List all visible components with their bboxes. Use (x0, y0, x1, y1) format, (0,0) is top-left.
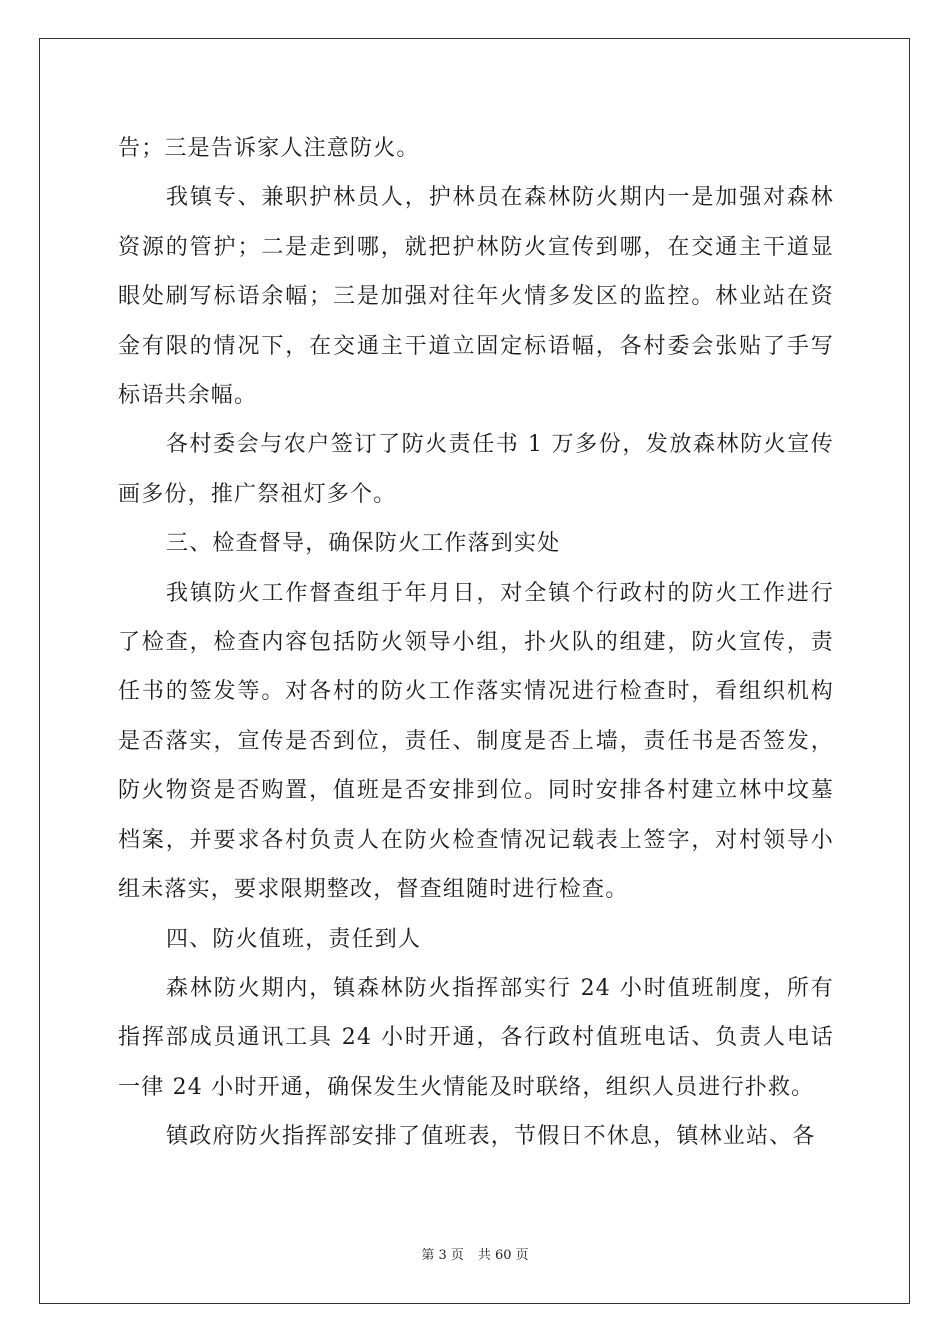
section-heading: 三、检查督导，确保防火工作落到实处 (166, 531, 561, 557)
paragraph: 我镇防火工作督查组于年月日，对全镇个行政村的防火工作进行了检查，检查内容包括防火领导小组，扑火队的组建，防火宣传，责任书的签发等。对各村的防火工作落实情况进行检查时，看组织机构是否落实，宣传是否到位，责任、制度是否上墙，责任书是否签发，防火物资是否购置，值班是否安排到位。同时安排各村建立林中坟墓档案，并要求各村负责人在防火检查情况记载表上签字，对村领导小组未落实，要求限期整改，督查组随时进行检查。 (118, 580, 834, 903)
total-pages: 共 60 页 (477, 1248, 529, 1263)
paragraph: 森林防火期内，镇森林防火指挥部实行 24 小时值班制度，所有指挥部成员通讯工具 24 小时开通，各行政村值班电话、负责人电话一律 24 小时开通，确保发生火情能及时联络，组织人员进行扑救。 (118, 975, 834, 1100)
paragraph: 我镇专、兼职护林员人，护林员在森林防火期内一是加强对森林资源的管护；二是走到哪，就把护林防火宣传到哪，在交通主干道显眼处刷写标语余幅；三是加强对往年火情多发区的监控。林业站在资金有限的情况下，在交通主干道立固定标语幅，各村委会张贴了手写标语共余幅。 (118, 185, 834, 409)
document-body (118, 124, 834, 1162)
page-number: 第 3 页 (421, 1248, 464, 1263)
paragraph: 镇政府防火指挥部安排了值班表，节假日不休息，镇林业站、各 (166, 1124, 816, 1150)
page-footer (0, 1248, 950, 1264)
paragraph: 告；三是告诉家人注意防火。 (118, 136, 420, 161)
paragraph: 各村委会与农户签订了防火责任书 1 万多份，发放森林防火宣传画多份，推广祭祖灯多个。 (118, 432, 834, 507)
section-heading: 四、防火值班，责任到人 (166, 926, 422, 952)
